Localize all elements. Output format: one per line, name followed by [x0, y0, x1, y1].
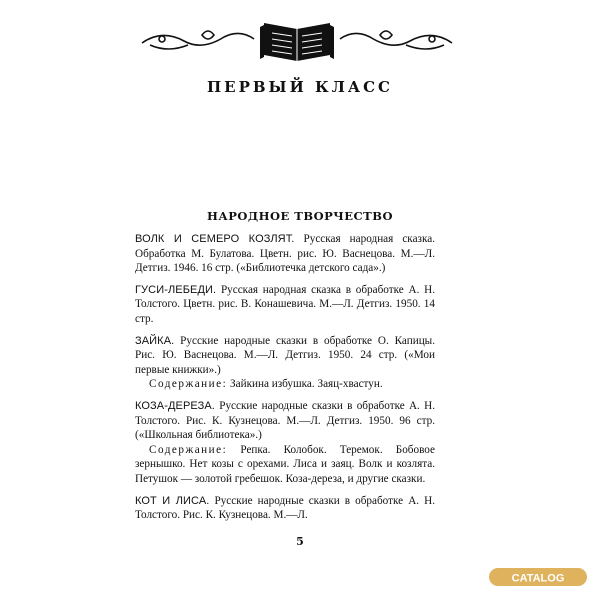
- entry-text: Русская народная сказка. Обработка М. Булатова. Цветн. рис. Ю. Васнецова. М.—Л. Детгиз. 1946. 16 стр. («Библиотечка детского сада».): [135, 233, 435, 275]
- page-title: ПЕРВЫЙ КЛАСС: [207, 78, 393, 96]
- entry-text: Русские народные сказки в обработке О. Капицы. Рис. Ю. Васнецова. М.—Л. Детгиз. 1950. 24 стр. («Мои первые книжки».): [135, 334, 435, 376]
- entry-title: ГУСИ-ЛЕБЕДИ.: [135, 283, 217, 296]
- bibliography-entry: [135, 232, 435, 276]
- bibliography-entry: [135, 283, 435, 327]
- bibliography-entry: [135, 494, 435, 523]
- entry-title: ЗАЙКА.: [135, 334, 175, 347]
- bibliography-list: [135, 232, 435, 530]
- bibliography-entry: [135, 399, 435, 487]
- watermark-logo: [488, 565, 588, 589]
- page-number: 5: [296, 535, 304, 548]
- contents-text: Репка. Колобок. Теремок. Бобовое зернышко. Нет козы с орехами. Лиса и заяц. Волк и козлята. Петушок — золотой гребешок. Коза-дереза, и другие сказки.: [135, 443, 435, 485]
- entry-title: КОЗА-ДЕРЕЗА.: [135, 399, 215, 412]
- entry-contents: [135, 443, 435, 487]
- entry-text: Русская народная сказка в обработке А. Н. Толстого. Цветн. рис. В. Конашевича. М.—Л. Детгиз. 1950. 14 стр.: [135, 283, 436, 325]
- entry-text: Русские народные сказки в обработке А. Н. Толстого. Рис. К. Кузнецова. М.—Л. Детгиз. 1950. 96 стр. («Школьная библиотека».): [135, 399, 435, 442]
- entry-text: Русские народные сказки в обработке А. Н. Толстого. Рис. К. Кузнецова. М.—Л.: [135, 494, 435, 522]
- entry-title: КОТ И ЛИСА.: [135, 494, 210, 507]
- book-ornament-icon: [132, 15, 462, 63]
- contents-label: Содержание:: [149, 378, 228, 391]
- entry-contents: [135, 377, 435, 392]
- bibliography-entry: [135, 334, 435, 392]
- contents-text: Зайкина избушка. Заяц-хвастун.: [230, 378, 383, 391]
- section-heading: НАРОДНОЕ ТВОРЧЕСТВО: [207, 209, 393, 223]
- entry-title: ВОЛК И СЕМЕРО КОЗЛЯТ.: [135, 233, 295, 245]
- contents-label: Содержание:: [149, 443, 228, 456]
- watermark-text: CATALOG: [511, 572, 565, 585]
